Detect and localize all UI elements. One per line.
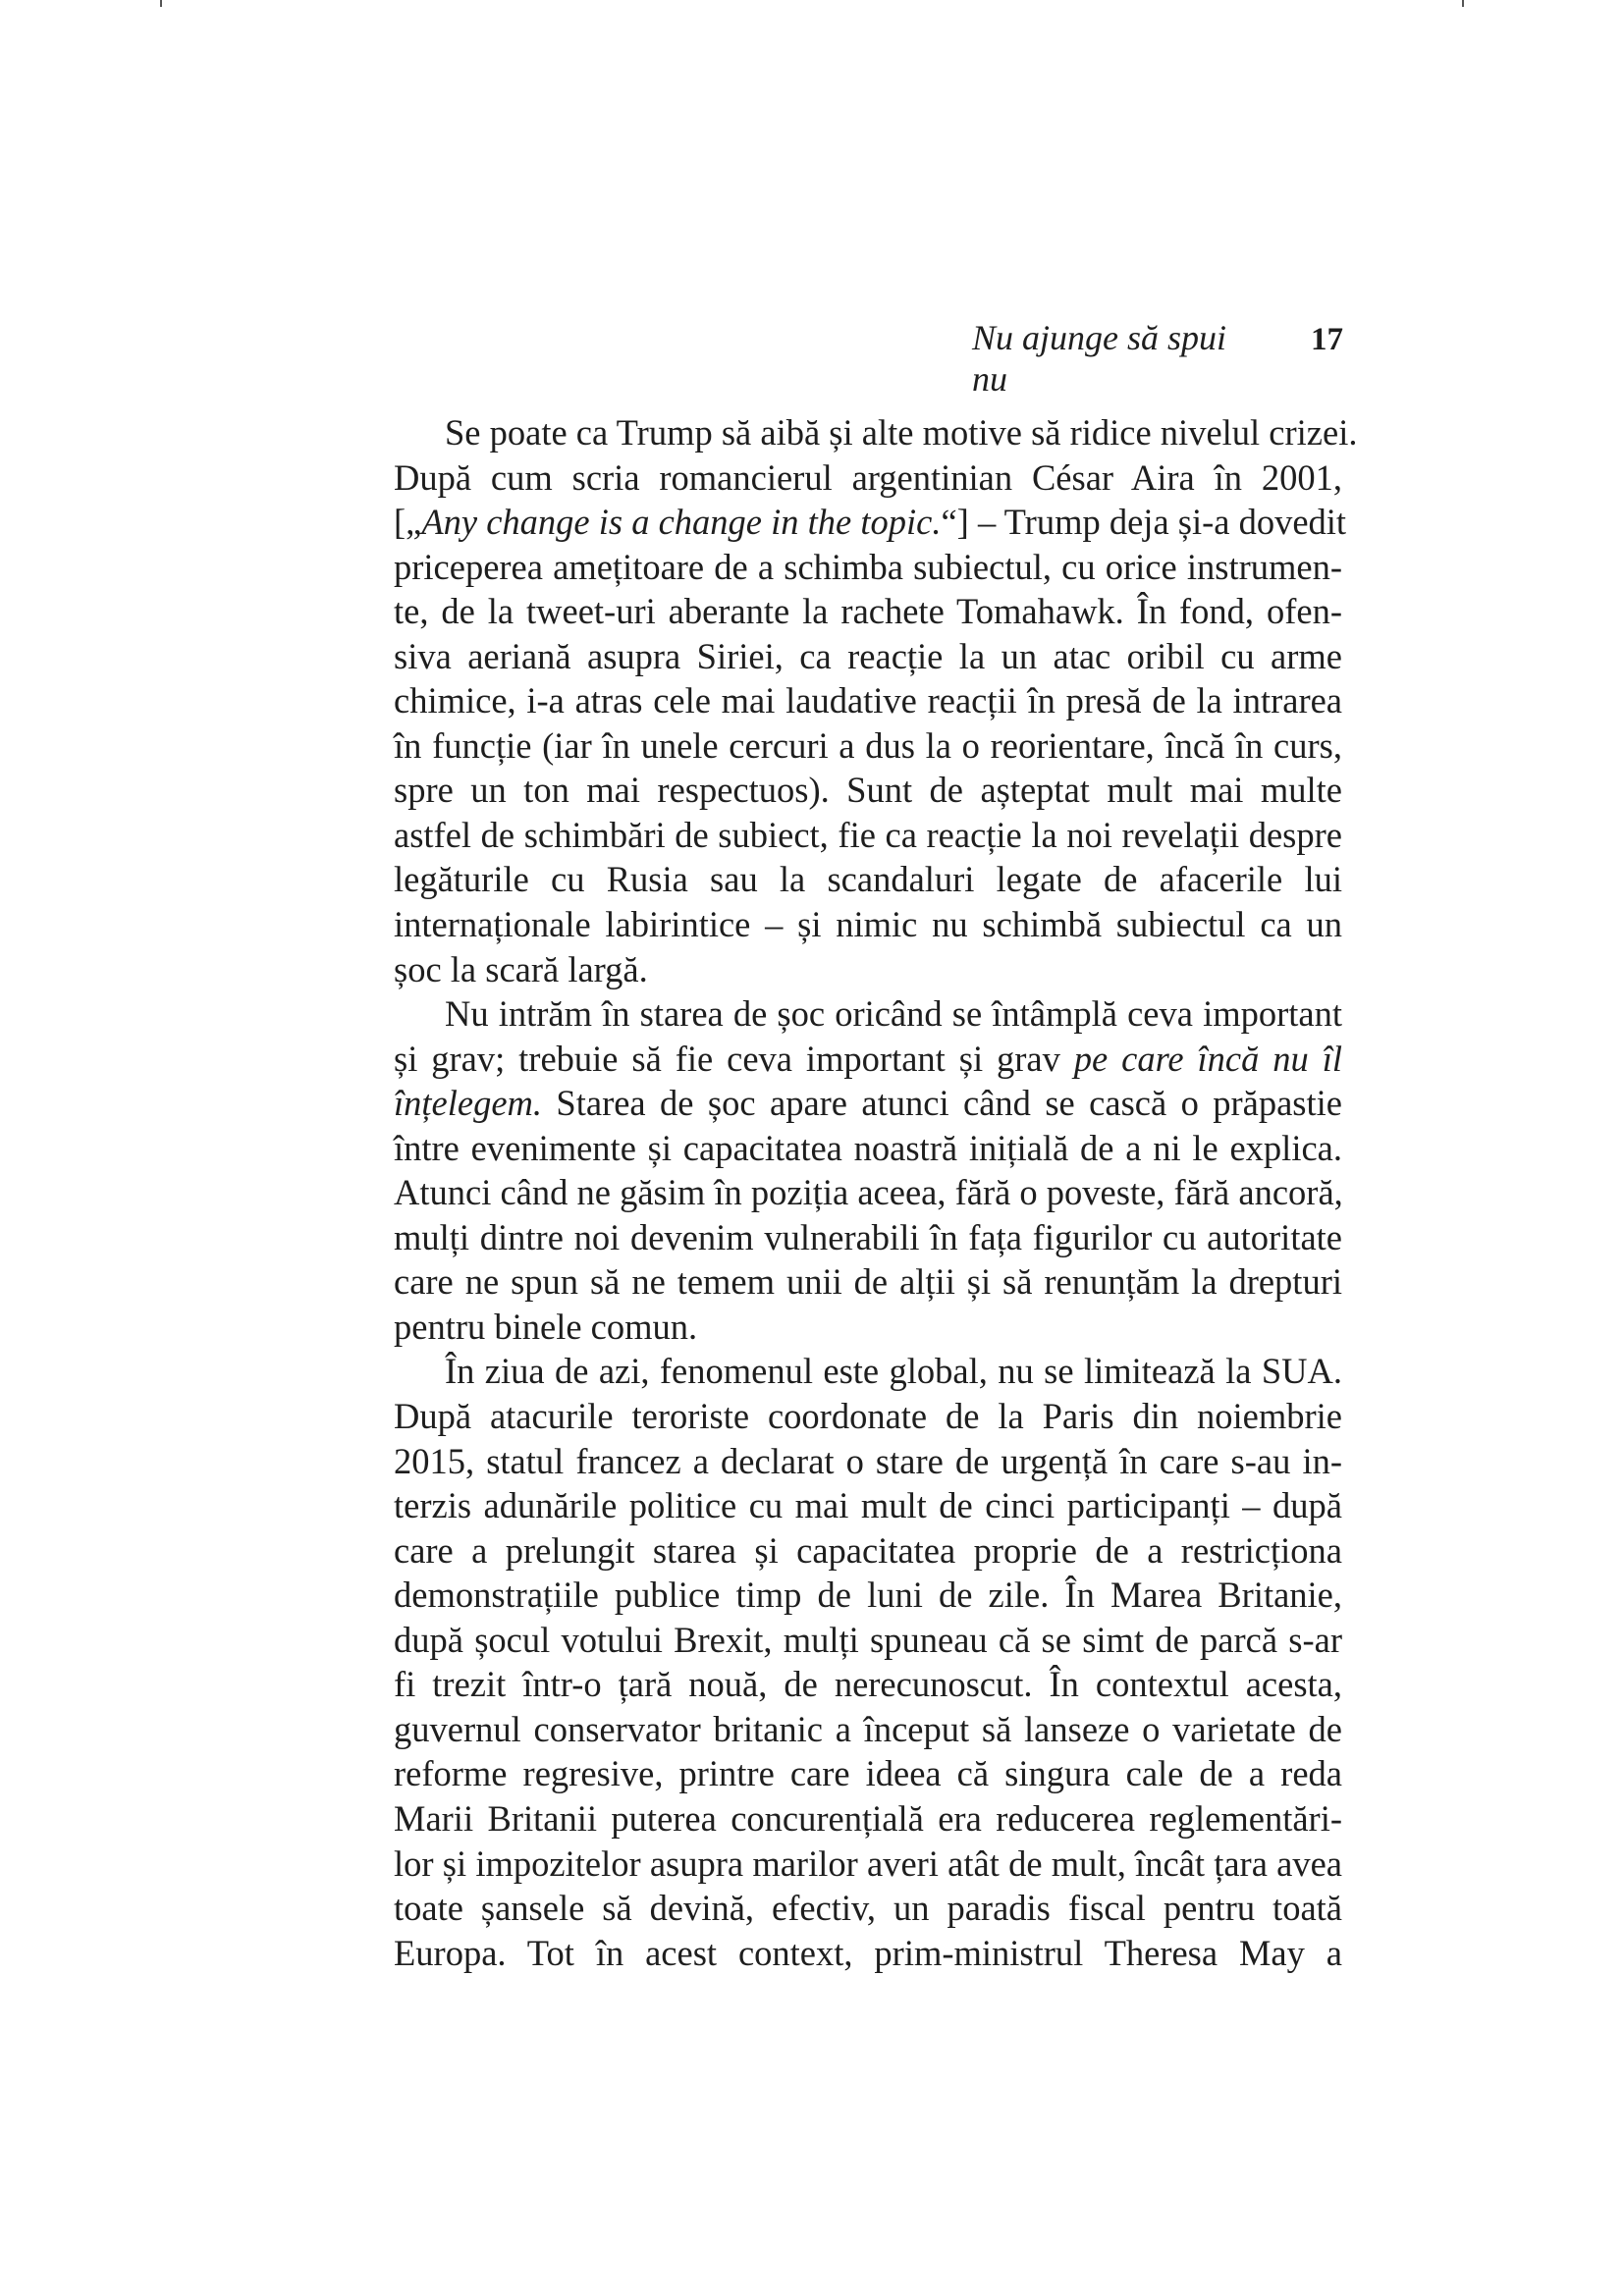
- text-run: astfel de schimbări de subiect, fie ca reacție la noi revelații despre: [394, 814, 1342, 855]
- text-run: între evenimente și capacitatea noastră inițială de a ni le explica.: [394, 1127, 1342, 1168]
- text-run: lor și impozitelor asupra marilor averi atât de mult, încât țara avea: [394, 1842, 1342, 1884]
- text-run: demonstrațiile publice timp de luni de zile. În Marea Britanie,: [394, 1575, 1342, 1616]
- text-line: [394, 1170, 1342, 1215]
- paragraph: [394, 410, 1358, 991]
- text-line: [394, 1126, 1342, 1171]
- text-line: [394, 1349, 1342, 1394]
- italic-text: Any change is a change in the topic.: [421, 502, 942, 543]
- text-line: [394, 947, 1342, 992]
- text-line: [394, 500, 1347, 545]
- text-line: [394, 768, 1342, 813]
- text-line: [394, 1215, 1342, 1260]
- paragraph: [394, 991, 1342, 1349]
- text-line: [394, 1886, 1342, 1931]
- text-run: în funcție (iar în unele cercuri a dus la o reorientare, încă în curs,: [394, 724, 1342, 766]
- text-line: [394, 1796, 1342, 1842]
- text-line: [394, 1305, 1342, 1350]
- text-line: [394, 723, 1342, 769]
- text-line: [394, 1707, 1342, 1752]
- text-run: siva aeriană asupra Siriei, ca reacție la un atac oribil cu arme: [394, 635, 1342, 676]
- italic-text: pe care încă nu îl: [1073, 1038, 1342, 1079]
- text-line: [394, 410, 1358, 455]
- text-run: guvernul conservator britanic a început să lanseze o varietate de: [394, 1708, 1342, 1749]
- text-run: după șocul votului Brexit, mulți spuneau că se simt de parcă s-ar: [394, 1619, 1342, 1660]
- text-run: șoc la scară largă.: [394, 948, 648, 989]
- text-run: terzis adunările politice cu mai mult de cinci participanți – după: [394, 1485, 1342, 1526]
- text-run: În ziua de azi, fenomenul este global, nu se limitează la SUA.: [445, 1351, 1342, 1392]
- text-run: te, de la tweet-uri aberante la rachete Tomahawk. În fond, ofen-: [394, 591, 1342, 632]
- text-line: [394, 1573, 1342, 1618]
- text-line: [394, 678, 1342, 723]
- text-line: [394, 1618, 1342, 1663]
- text-run: și grav; trebuie să fie ceva important și grav: [394, 1038, 1074, 1079]
- paragraph: [394, 1349, 1342, 1975]
- text-run: Starea de șoc apare atunci când se cască o prăpastie: [542, 1083, 1342, 1124]
- text-run: Se poate ca Trump să aibă și alte motive să ridice nivelul crizei.: [445, 412, 1358, 453]
- text-line: [394, 902, 1342, 947]
- text-line: [394, 634, 1342, 679]
- text-line: [394, 1394, 1342, 1439]
- body-text: [394, 410, 1358, 1975]
- text-line: [394, 1751, 1342, 1796]
- text-run: [„: [394, 502, 422, 543]
- text-run: legăturile cu Rusia sau la scandaluri legate de afacerile lui: [394, 859, 1342, 900]
- text-run: reforme regresive, printre care ideea că singura cale de a reda: [394, 1753, 1342, 1794]
- text-run: Atunci când ne găsim în poziția aceea, fără o poveste, fără ancoră,: [394, 1172, 1343, 1213]
- text-run: 2015, statul francez a declarat o stare de urgență în care s-au in-: [394, 1440, 1342, 1481]
- text-run: care a prelungit starea și capacitatea proprie de a restricționa: [394, 1529, 1342, 1571]
- text-line: [394, 1662, 1342, 1707]
- text-run: Europa. Tot în acest context, prim-ministrul Theresa May a: [394, 1932, 1342, 1973]
- text-line: [394, 857, 1342, 902]
- text-run: Nu intrăm în starea de șoc oricând se întâmplă ceva important: [445, 993, 1342, 1035]
- text-line: [394, 1483, 1342, 1528]
- text-line: [394, 991, 1342, 1037]
- text-run: “] – Trump deja și-a dovedit: [941, 502, 1347, 543]
- text-line: [394, 1528, 1342, 1574]
- text-line: [394, 1259, 1342, 1305]
- text-run: priceperea amețitoare de a schimba subiectul, cu orice instrumen-: [394, 546, 1342, 587]
- text-run: pentru binele comun.: [394, 1306, 698, 1347]
- text-line: [394, 1842, 1342, 1887]
- text-line: [394, 1439, 1342, 1484]
- text-line: [394, 545, 1342, 590]
- text-line: [394, 1081, 1342, 1126]
- crop-mark-left: [160, 0, 162, 7]
- text-run: toate șansele să devină, efectiv, un paradis fiscal pentru toată: [394, 1888, 1342, 1929]
- text-line: [394, 589, 1342, 634]
- text-line: [394, 1037, 1342, 1082]
- text-run: După atacurile teroriste coordonate de la Paris din noiembrie: [394, 1396, 1342, 1437]
- text-run: care ne spun să ne temem unii de alții și să renunțăm la drepturi: [394, 1261, 1342, 1303]
- text-run: spre un ton mai respectuos). Sunt de așteptat mult mai multe: [394, 770, 1342, 811]
- italic-text: înțelegem.: [394, 1083, 543, 1124]
- text-run: Marii Britanii puterea concurențială era reducerea reglementări-: [394, 1797, 1342, 1839]
- text-line: [394, 813, 1342, 858]
- text-line: [394, 455, 1342, 501]
- text-run: internaționale labirintice – și nimic nu schimbă subiectul ca un: [394, 904, 1342, 945]
- running-title: Nu ajunge să spui nu: [972, 318, 1227, 399]
- text-run: chimice, i-a atras cele mai laudative reacții în presă de la intrarea: [394, 680, 1342, 721]
- text-run: mulți dintre noi devenim vulnerabili în fața figurilor cu autoritate: [394, 1216, 1342, 1257]
- running-header: [972, 317, 1343, 400]
- text-line: [394, 1931, 1342, 1976]
- text-run: fi trezit într-o țară nouă, de nerecunoscut. În contextul acesta,: [394, 1664, 1342, 1705]
- text-run: După cum scria romancierul argentinian César Aira în 2001,: [394, 456, 1342, 498]
- page-number: 17: [1311, 322, 1343, 357]
- crop-mark-right: [1462, 0, 1464, 7]
